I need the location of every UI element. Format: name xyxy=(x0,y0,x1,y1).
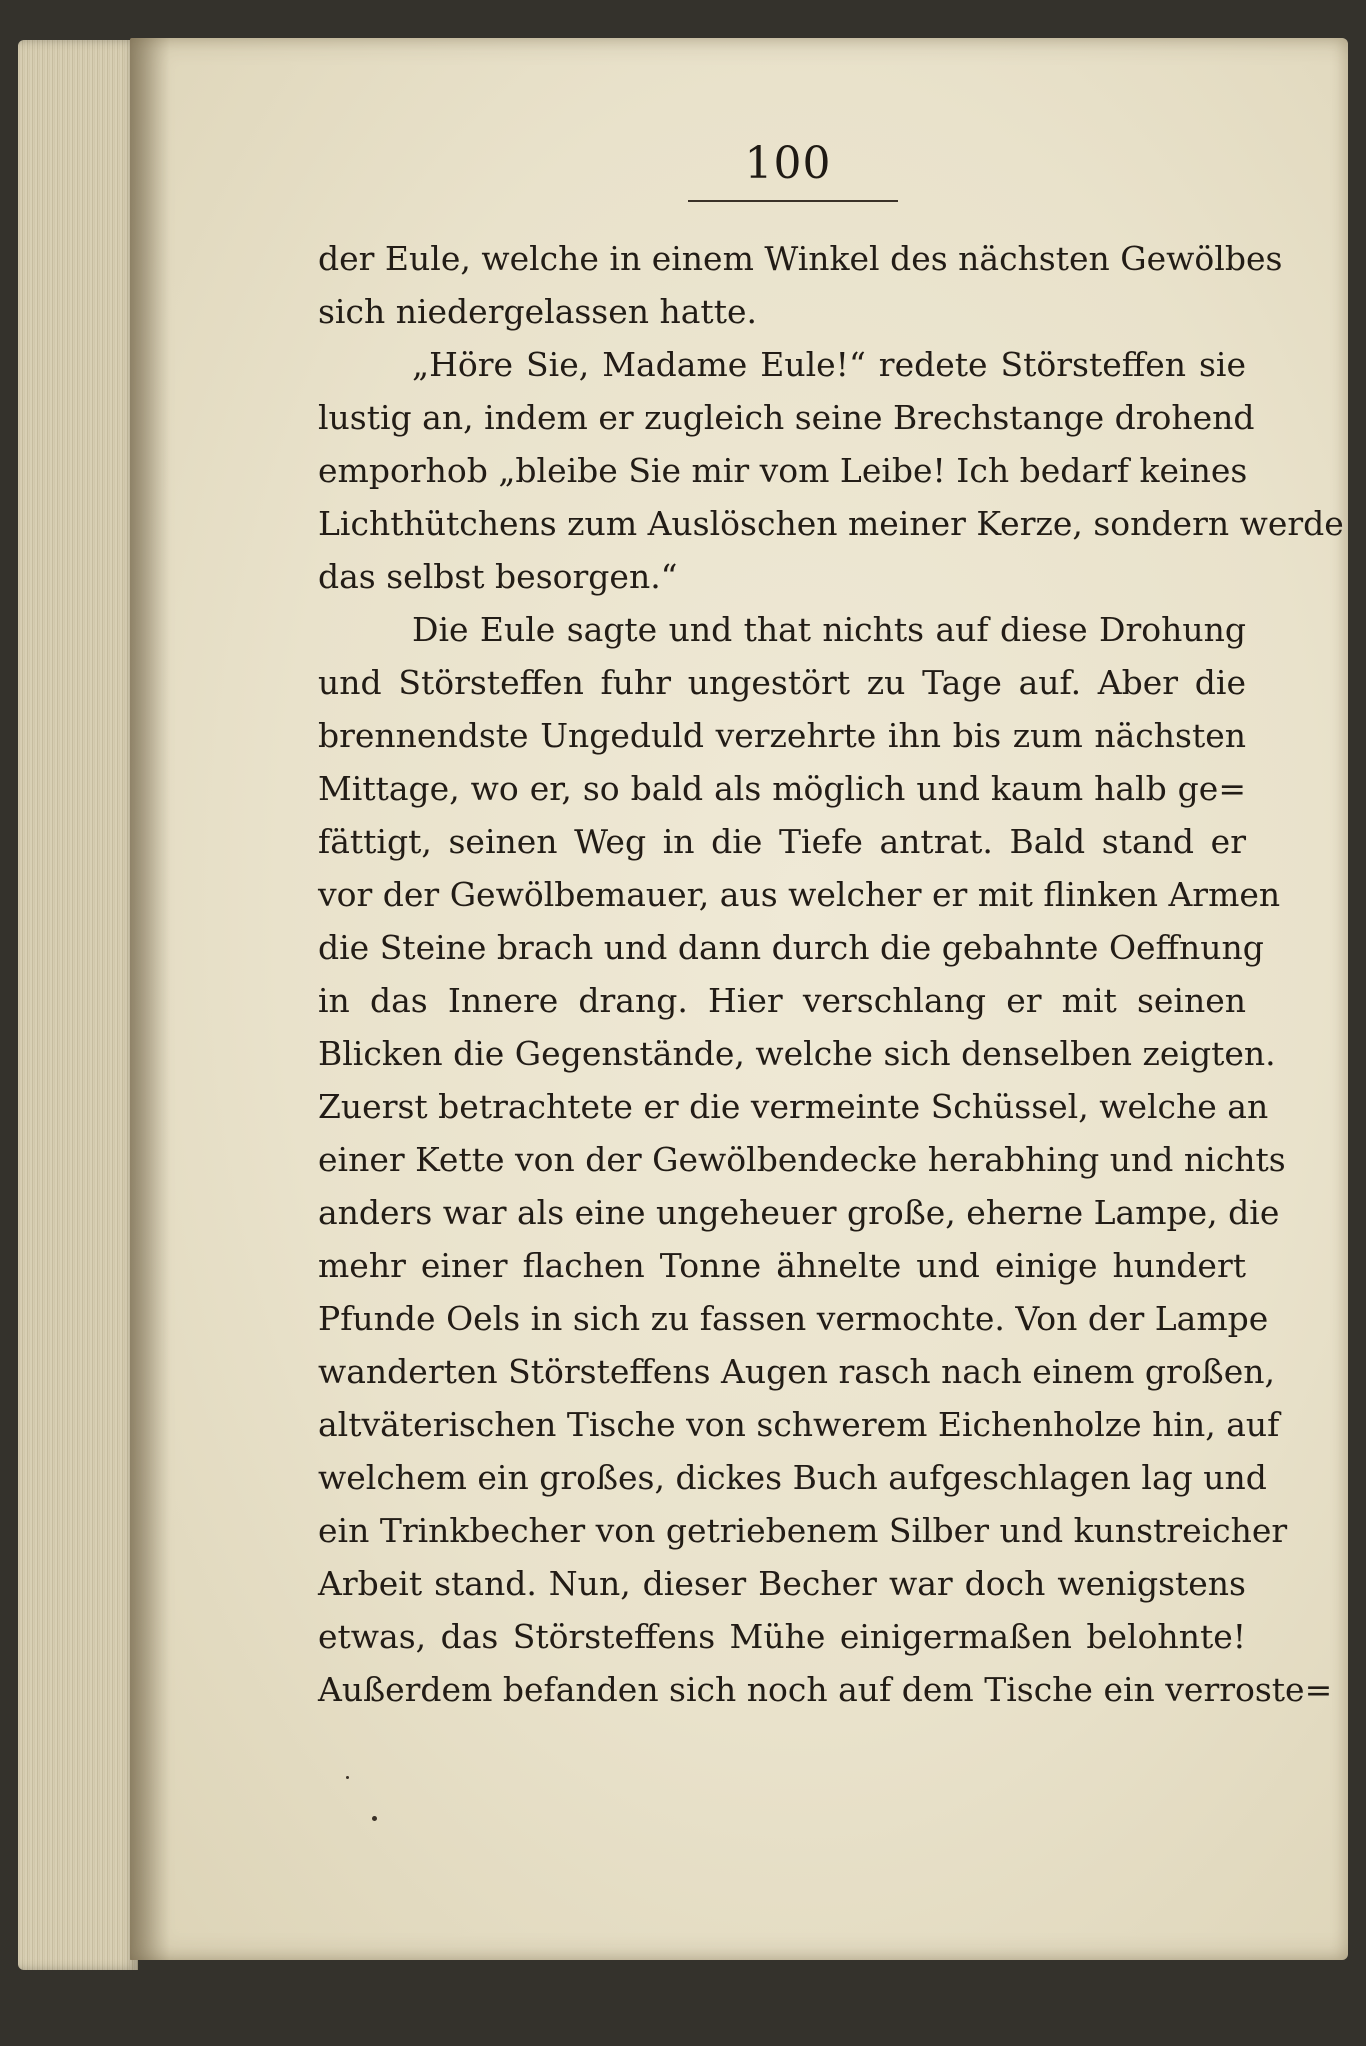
text-line: welchem ein großes, dickes Buch aufgeschlagen lag und xyxy=(318,1458,1267,1497)
ink-speck xyxy=(372,1816,377,1821)
text-line: altväterischen Tische von schwerem Eichenholze hin, auf xyxy=(318,1405,1280,1444)
text-line: Lichthütchens zum Auslöschen meiner Kerze, sondern werde xyxy=(318,504,1344,543)
text-line: mehr einer flachen Tonne ähnelte und einige hundert xyxy=(318,1246,1246,1285)
ink-speck xyxy=(346,1776,349,1779)
text-line: Blicken die Gegenstände, welche sich denselben zeigten. xyxy=(318,1034,1276,1073)
text-line: Arbeit stand. Nun, dieser Becher war doch wenigstens xyxy=(318,1564,1246,1603)
header-rule xyxy=(688,200,898,202)
text-line: Pfunde Oels in sich zu fassen vermochte. Von der Lampe xyxy=(318,1299,1269,1338)
text-line: sich niedergelassen hatte. xyxy=(318,292,757,331)
text-line: vor der Gewölbemauer, aus welcher er mit flinken Armen xyxy=(318,875,1281,914)
text-line: Zuerst betrachtete er die vermeinte Schüssel, welche an xyxy=(318,1087,1269,1126)
left-page-edges xyxy=(18,40,138,1970)
text-line: der Eule, welche in einem Winkel des nächsten Gewölbes xyxy=(318,239,1283,278)
text-line: Außerdem befanden sich noch auf dem Tische ein verroste= xyxy=(318,1670,1333,1709)
text-line: Die Eule sagte und that nichts auf diese Drohung xyxy=(412,610,1246,649)
text-line: fättigt, seinen Weg in die Tiefe antrat. Bald stand er xyxy=(318,822,1246,861)
text-line: emporhob „bleibe Sie mir vom Leibe! Ich bedarf keines xyxy=(318,451,1248,490)
text-line: etwas, das Störsteffens Mühe einigermaßen belohnte! xyxy=(318,1617,1246,1656)
text-line: und Störsteffen fuhr ungestört zu Tage auf. Aber die xyxy=(318,663,1246,702)
gutter-shadow xyxy=(130,38,170,1960)
text-line: „Höre Sie, Madame Eule!“ redete Störsteffen sie xyxy=(412,345,1246,384)
body-text xyxy=(318,232,1344,1716)
text-line: in das Innere drang. Hier verschlang er mit seinen xyxy=(318,981,1246,1020)
text-line: anders war als eine ungeheuer große, eherne Lampe, die xyxy=(318,1193,1280,1232)
text-line: ein Trinkbecher von getriebenem Silber und kunstreicher xyxy=(318,1511,1288,1550)
text-line: brennendste Ungeduld verzehrte ihn bis zum nächsten xyxy=(318,716,1246,755)
text-line: einer Kette von der Gewölbendecke herabhing und nichts xyxy=(318,1140,1286,1179)
text-line: das selbst besorgen.“ xyxy=(318,557,678,596)
text-line: die Steine brach und dann durch die gebahnte Oeffnung xyxy=(318,928,1264,967)
page-number: 100 xyxy=(744,138,832,189)
text-line: wanderten Störsteffens Augen rasch nach einem großen, xyxy=(318,1352,1275,1391)
text-line: lustig an, indem er zugleich seine Brechstange drohend xyxy=(318,398,1255,437)
text-line: Mittage, wo er, so bald als möglich und kaum halb ge= xyxy=(318,769,1246,808)
